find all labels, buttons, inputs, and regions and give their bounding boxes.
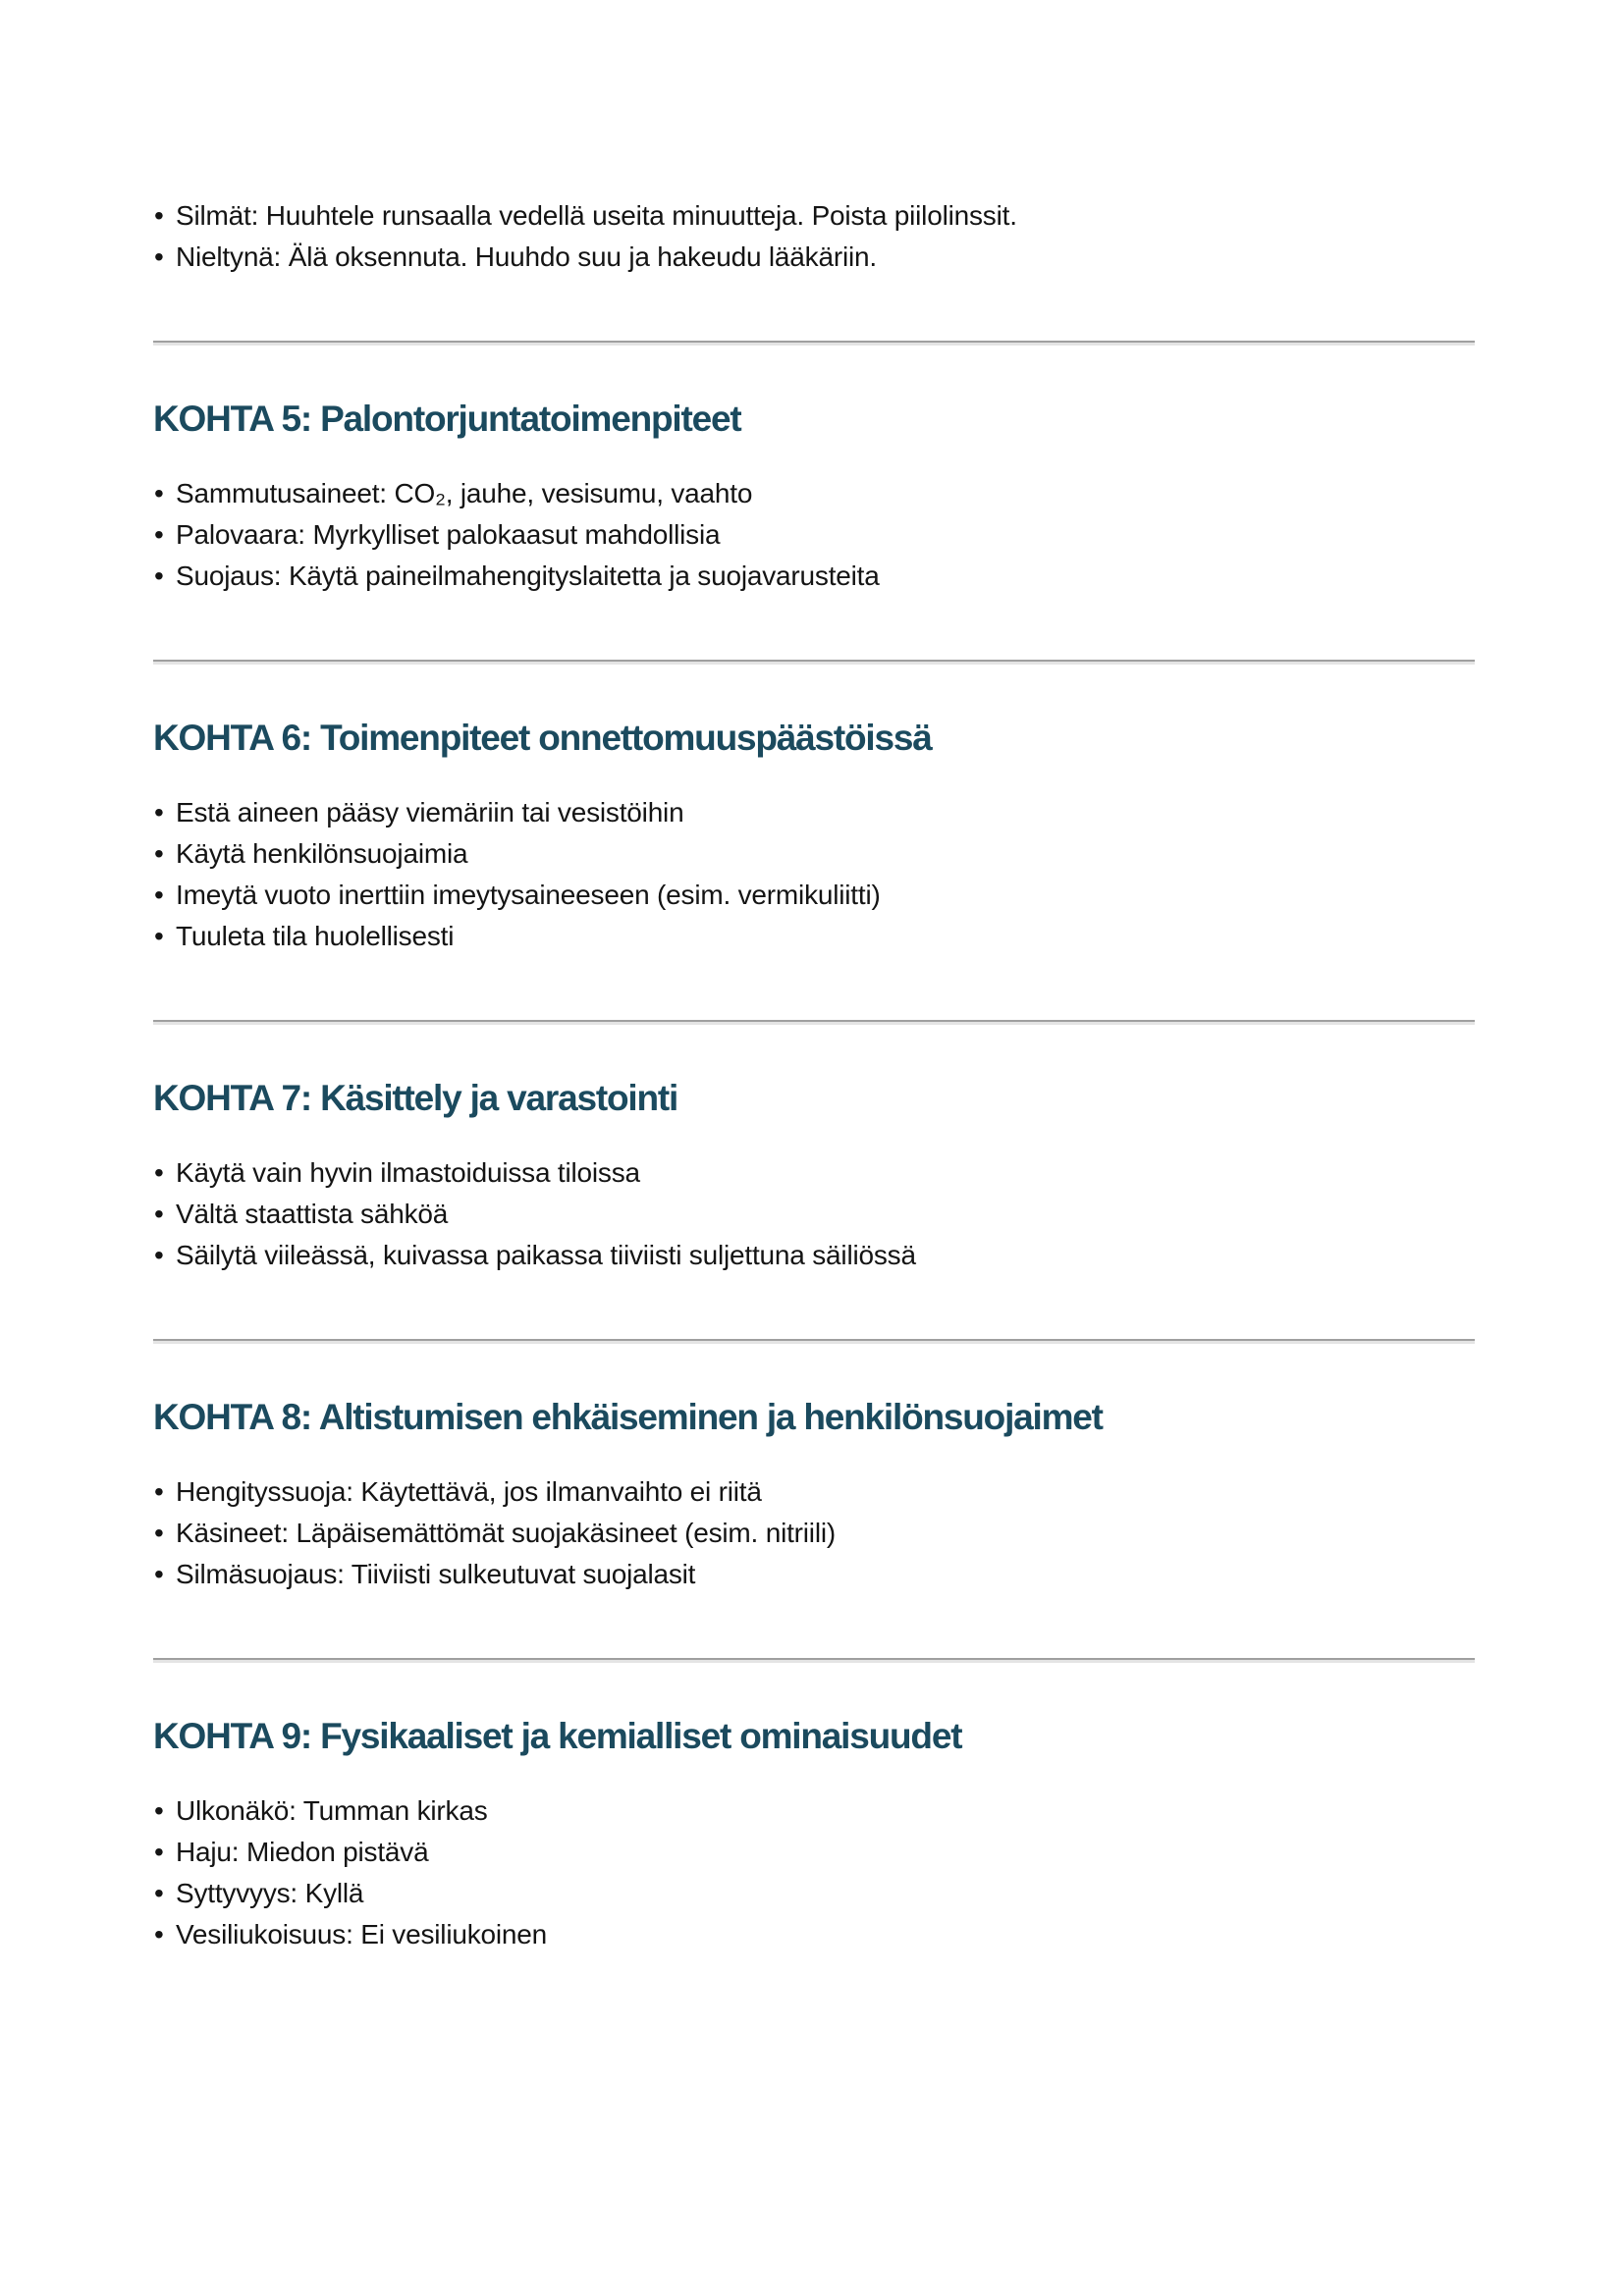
bullet-item: • Sammutusaineet: CO₂, jauhe, vesisumu, vaahto	[153, 473, 1475, 514]
bullet-item: • Syttyvyys: Kyllä	[153, 1873, 1475, 1914]
section-divider	[153, 1020, 1475, 1025]
bullet-item: • Tuuleta tila huolellisesti	[153, 916, 1475, 957]
bullet-item: • Vesiliukoisuus: Ei vesiliukoinen	[153, 1914, 1475, 1955]
first-aid-bullet-list	[153, 195, 1475, 278]
section-divider	[153, 660, 1475, 665]
bullet-item: • Estä aineen pääsy viemäriin tai vesistöihin	[153, 792, 1475, 833]
section-kohta-7	[153, 1076, 1475, 1276]
bullet-item: • Nieltynä: Älä oksennuta. Huuhdo suu ja hakeudu lääkäriin.	[153, 237, 1475, 278]
section-title: KOHTA 6: Toimenpiteet onnettomuuspäästöissä	[153, 718, 932, 758]
bullet-item: • Silmät: Huuhtele runsaalla vedellä useita minuutteja. Poista piilolinssit.	[153, 195, 1475, 237]
section-title: KOHTA 9: Fysikaaliset ja kemialliset ominaisuudet	[153, 1716, 962, 1756]
section-divider	[153, 341, 1475, 346]
section-title: KOHTA 8: Altistumisen ehkäiseminen ja henkilönsuojaimet	[153, 1397, 1103, 1437]
section-kohta-5	[153, 397, 1475, 597]
bullet-list	[153, 473, 1475, 597]
bullet-item: • Palovaara: Myrkylliset palokaasut mahdollisia	[153, 514, 1475, 556]
bullet-item: • Käsineet: Läpäisemättömät suojakäsineet (esim. nitriili)	[153, 1513, 1475, 1554]
bullet-item: • Käytä vain hyvin ilmastoiduissa tiloissa	[153, 1152, 1475, 1194]
bullet-item: • Käytä henkilönsuojaimia	[153, 833, 1475, 875]
section-divider	[153, 1339, 1475, 1344]
bullet-list	[153, 792, 1475, 957]
bullet-item: • Imeytä vuoto inerttiin imeytysaineeseen (esim. vermikuliitti)	[153, 875, 1475, 916]
bullet-item: • Ulkonäkö: Tumman kirkas	[153, 1790, 1475, 1832]
bullet-list	[153, 1790, 1475, 1955]
section-divider	[153, 1658, 1475, 1663]
bullet-item: • Suojaus: Käytä paineilmahengityslaitetta ja suojavarusteita	[153, 556, 1475, 597]
section-kohta-8	[153, 1395, 1475, 1595]
section-kohta-6	[153, 716, 1475, 957]
section-kohta-9	[153, 1714, 1475, 1955]
bullet-list	[153, 1471, 1475, 1595]
section-title: KOHTA 7: Käsittely ja varastointi	[153, 1078, 678, 1118]
bullet-item: • Säilytä viileässä, kuivassa paikassa tiiviisti suljettuna säiliössä	[153, 1235, 1475, 1276]
bullet-item: • Vältä staattista sähköä	[153, 1194, 1475, 1235]
bullet-item: • Hengityssuoja: Käytettävä, jos ilmanvaihto ei riitä	[153, 1471, 1475, 1513]
bullet-item: • Haju: Miedon pistävä	[153, 1832, 1475, 1873]
section-title: KOHTA 5: Palontorjuntatoimenpiteet	[153, 399, 741, 439]
bullet-list	[153, 1152, 1475, 1276]
bullet-item: • Silmäsuojaus: Tiiviisti sulkeutuvat suojalasit	[153, 1554, 1475, 1595]
